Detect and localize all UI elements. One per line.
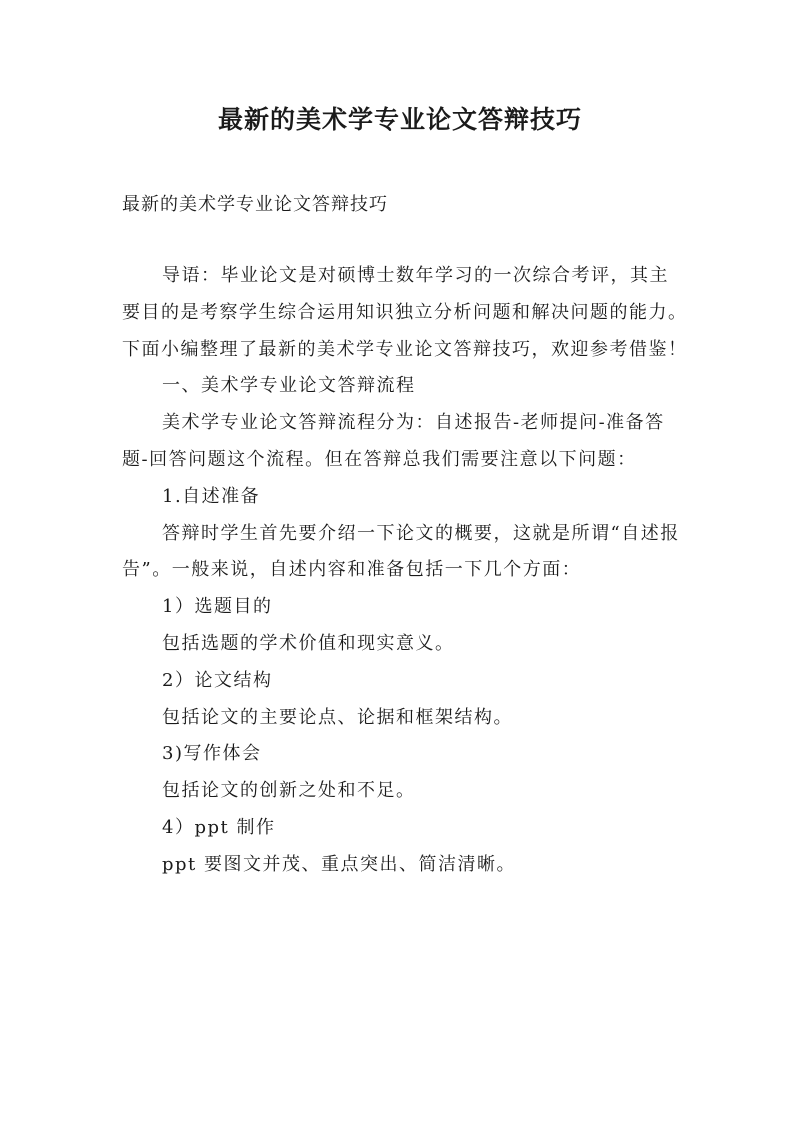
list-item-heading: 1）选题目的 (162, 596, 273, 618)
document-subtitle: 最新的美术学专业论文答辩技巧 (122, 194, 388, 215)
document-title: 最新的美术学专业论文答辩技巧 (217, 105, 582, 134)
process-paragraph: 美术学专业论文答辩流程分为：自述报告-老师提问-准备答题-回答问题这个流程。但在答辩总我们需要注意以下问题： (122, 412, 665, 470)
section-heading-process: 一、美术学专业论文答辩流程 (162, 375, 416, 397)
list-item-text: 包括选题的学术价值和现实意义。 (162, 632, 455, 654)
list-item-text: 包括论文的创新之处和不足。 (162, 780, 416, 802)
list-item-heading: 2）论文结构 (162, 669, 273, 691)
self-report-paragraph: 答辩时学生首先要介绍一下论文的概要，这就是所谓“自述报告”。一般来说，自述内容和准备包括一下几个方面： (122, 522, 680, 581)
list-item-heading: 4）ppt 制作 (162, 816, 276, 838)
list-item-text: ppt 要图文并茂、重点突出、简洁清晰。 (162, 853, 516, 875)
subsection-heading-self-report: 1.自述准备 (162, 485, 261, 507)
document-body (122, 258, 688, 884)
list-item-text: 包括论文的主要论点、论据和框架结构。 (162, 706, 513, 728)
list-item-heading: 3)写作体会 (162, 743, 262, 765)
intro-paragraph: 导语：毕业论文是对硕博士数年学习的一次综合考评，其主要目的是考察学生综合运用知识独立分析问题和解决问题的能力。下面小编整理了最新的美术学专业论文答辩技巧，欢迎参考借鉴！ (122, 265, 688, 360)
